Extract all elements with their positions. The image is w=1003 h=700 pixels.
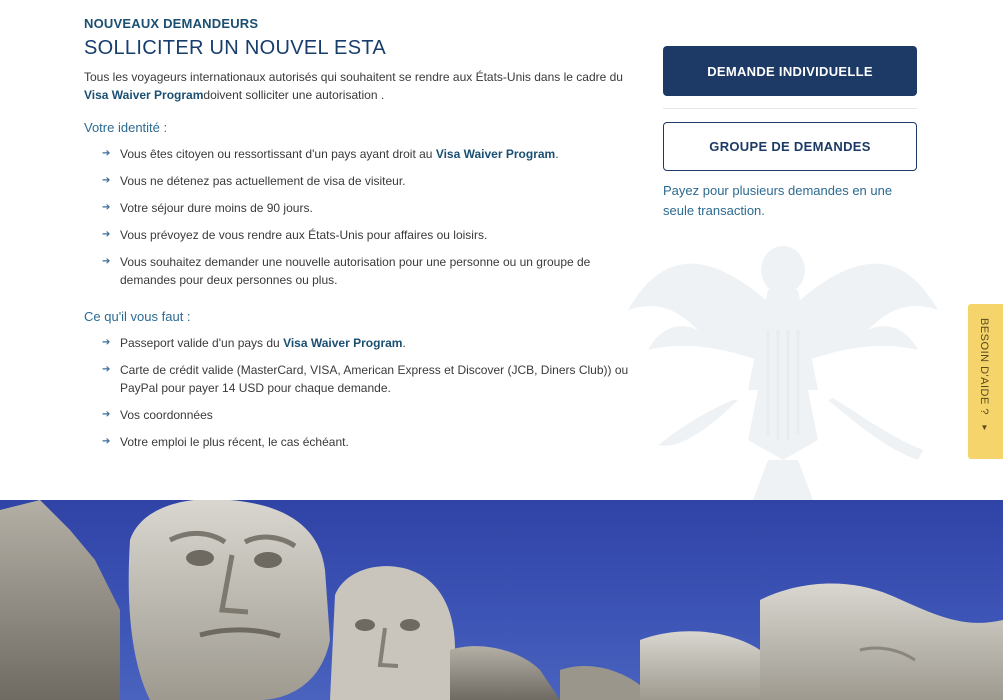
section-kicker: NOUVEAUX DEMANDEURS bbox=[84, 16, 259, 31]
identity-label: Votre identité : bbox=[84, 120, 168, 135]
list-item bbox=[84, 361, 629, 397]
group-note: Payez pour plusieurs demandes en une seule transaction. bbox=[663, 183, 893, 218]
item-text: Passeport valide d'un pays du bbox=[120, 336, 284, 350]
arrow-right-icon: ➔ bbox=[102, 409, 111, 420]
item-text: Votre séjour dure moins de 90 jours. bbox=[120, 201, 313, 215]
page-title: SOLLICITER UN NOUVEL ESTA bbox=[84, 37, 387, 59]
list-item bbox=[84, 406, 629, 424]
list-item bbox=[84, 334, 629, 352]
item-text: Vous ne détenez pas actuellement de visa de visiteur. bbox=[120, 174, 406, 188]
group-application-button[interactable]: GROUPE DE DEMANDES bbox=[663, 122, 917, 171]
item-text-end: . bbox=[402, 336, 406, 350]
requirements-list bbox=[84, 334, 629, 451]
item-text: Carte de crédit valide (MasterCard, VISA, American Express et Discover (JCB, Diners Club)) ou PayPal pour payer 14 USD pour chaque demande. bbox=[120, 363, 629, 395]
visa-waiver-program-link[interactable]: Visa Waiver Program bbox=[84, 88, 204, 102]
list-item bbox=[84, 226, 629, 244]
arrow-right-icon: ➔ bbox=[102, 364, 111, 375]
item-text: Vos coordonnées bbox=[120, 408, 213, 422]
content-column bbox=[84, 16, 629, 460]
list-item bbox=[84, 433, 629, 451]
intro-text-end: doivent solliciter une autorisation . bbox=[203, 88, 385, 102]
item-text: Vous êtes citoyen ou ressortissant d'un pays ayant droit au bbox=[120, 147, 436, 161]
visa-waiver-program-link[interactable]: Visa Waiver Program bbox=[435, 147, 556, 161]
item-text-end: . bbox=[555, 147, 559, 161]
chevron-down-icon: ▼ bbox=[980, 422, 989, 433]
arrow-right-icon: ➔ bbox=[102, 436, 111, 447]
list-item bbox=[84, 145, 629, 163]
arrow-right-icon: ➔ bbox=[102, 175, 111, 186]
visa-waiver-program-link[interactable]: Visa Waiver Program bbox=[283, 336, 403, 350]
arrow-right-icon: ➔ bbox=[102, 229, 111, 240]
arrow-right-icon: ➔ bbox=[102, 337, 111, 348]
intro-paragraph bbox=[84, 68, 629, 104]
list-item bbox=[84, 199, 629, 217]
intro-text-start: Tous les voyageurs internationaux autorisés qui souhaitent se rendre aux États-Unis dans le cadre du bbox=[84, 70, 623, 84]
list-item bbox=[84, 172, 629, 190]
arrow-right-icon: ➔ bbox=[102, 148, 111, 159]
requirements-label: Ce qu'il vous faut : bbox=[84, 309, 191, 324]
mount-rushmore-illustration bbox=[0, 500, 1003, 700]
divider bbox=[663, 108, 917, 109]
item-text: Votre emploi le plus récent, le cas échéant. bbox=[120, 435, 349, 449]
identity-list bbox=[84, 145, 629, 289]
list-item bbox=[84, 253, 629, 289]
item-text: Vous prévoyez de vous rendre aux États-Unis pour affaires ou loisirs. bbox=[120, 228, 488, 242]
action-panel bbox=[663, 46, 917, 221]
individual-application-button[interactable]: DEMANDE INDIVIDUELLE bbox=[663, 46, 917, 96]
arrow-right-icon: ➔ bbox=[102, 202, 111, 213]
help-label-wrapper bbox=[978, 318, 990, 432]
help-tab[interactable] bbox=[968, 304, 1003, 459]
arrow-right-icon: ➔ bbox=[102, 256, 111, 267]
item-text: Vous souhaitez demander une nouvelle autorisation pour une personne ou un groupe de demandes pour deux personnes ou plus. bbox=[120, 255, 591, 287]
eagle-seal-icon bbox=[618, 200, 948, 500]
help-label: BESOIN D'AIDE ? bbox=[978, 318, 990, 416]
hero-image bbox=[0, 500, 1003, 700]
